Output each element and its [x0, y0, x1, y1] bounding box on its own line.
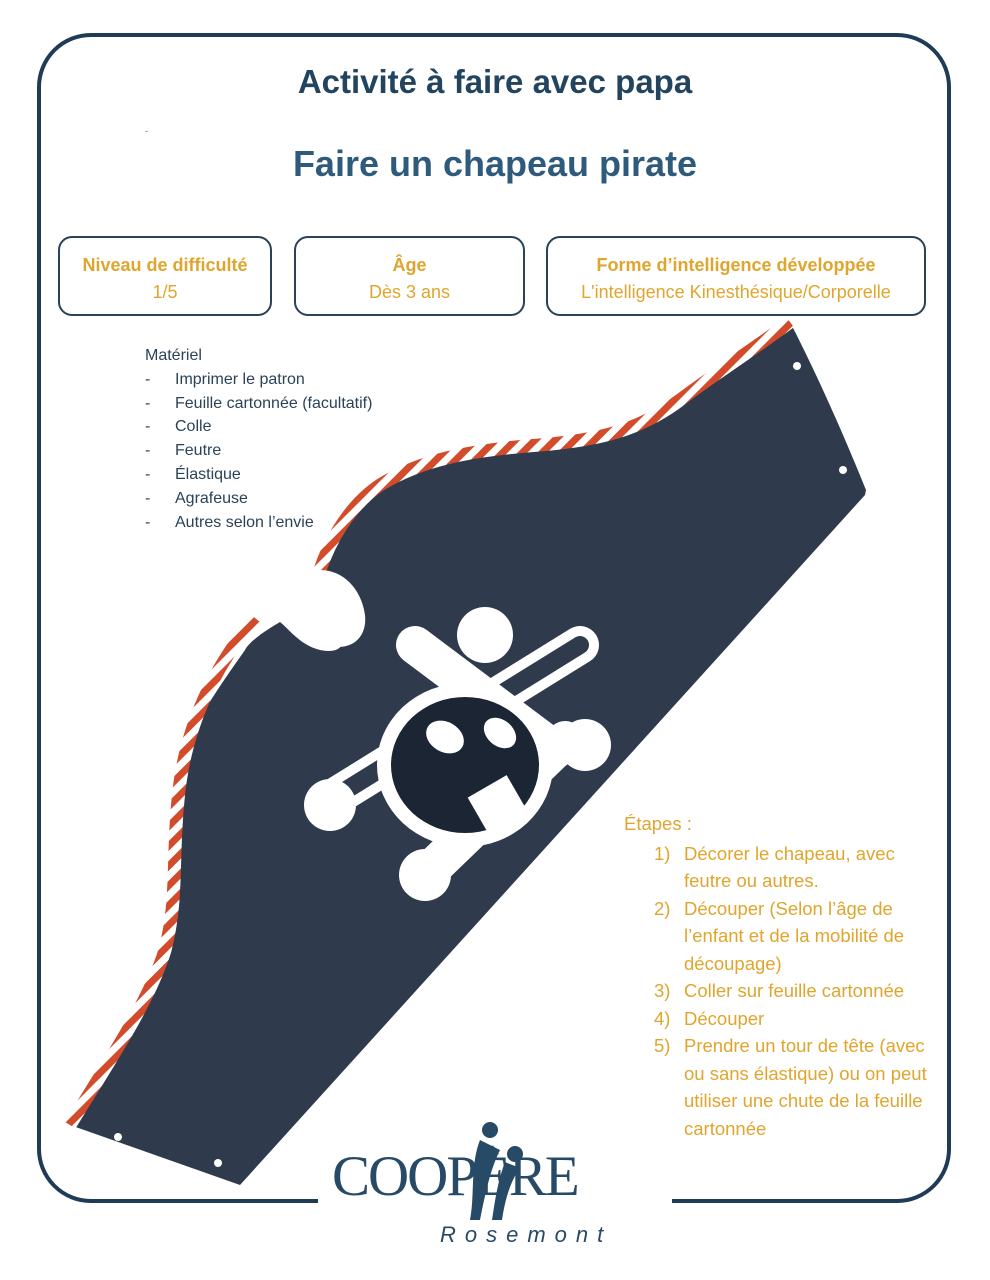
step-number: 1) — [654, 842, 671, 864]
material-item: - Feutre — [145, 439, 372, 463]
material-item: - Agrafeuse — [145, 487, 372, 511]
logo-wordmark: COOPÈRE — [332, 1145, 578, 1208]
material-item: - Feuille cartonnée (facultatif) — [145, 392, 372, 416]
stray-mark: - — [145, 126, 148, 136]
page-subtitle: Faire un chapeau pirate — [292, 143, 698, 184]
step-text: Décorer le chapeau, avec feutre ou autres. — [684, 842, 895, 891]
material-item: - Imprimer le patron — [145, 368, 372, 392]
step-text: Découper (Selon l’âge de l’enfant et de la mobilité de découpage) — [684, 897, 905, 974]
difficulty-value: 1/5 — [152, 282, 178, 302]
difficulty-heading: Niveau de difficulté — [82, 255, 248, 275]
step-number: 2) — [654, 897, 671, 919]
step-item — [624, 895, 924, 978]
step-number: 5) — [654, 1035, 671, 1056]
step-number: 4) — [654, 1007, 671, 1029]
step-item — [624, 1005, 990, 1033]
intelligence-heading: Forme d’intelligence développée — [596, 255, 876, 275]
logo-subtitle: Rosemont — [440, 1222, 613, 1247]
materials-heading: Matériel — [145, 347, 202, 364]
hat-hole — [214, 1159, 222, 1167]
materials-list — [145, 344, 372, 534]
age-heading: Âge — [392, 255, 427, 275]
hat-hole — [793, 362, 801, 370]
step-item — [624, 1032, 944, 1142]
page-title: Activité à faire avec papa — [297, 63, 693, 100]
step-text: Prendre un tour de tête (avec ou sans élastique) ou on peut utiliser une chute de la feuille cartonnée — [684, 1035, 927, 1139]
intelligence-value: L'intelligence Kinesthésique/Corporelle — [581, 282, 891, 302]
steps-list — [624, 810, 990, 1142]
material-item: - Élastique — [145, 463, 372, 487]
step-item — [624, 977, 990, 1005]
steps-heading: Étapes : — [624, 813, 692, 834]
step-text: Coller sur feuille cartonnée — [684, 980, 905, 1001]
hat-hole — [839, 466, 847, 474]
hat-hole — [114, 1133, 122, 1141]
step-number: 3) — [654, 980, 671, 1001]
age-value: Dès 3 ans — [368, 282, 451, 302]
step-text: Découper — [684, 1007, 765, 1029]
step-item — [624, 840, 924, 895]
material-item: - Colle — [145, 415, 372, 439]
material-item: - Autres selon l’envie — [145, 511, 372, 535]
